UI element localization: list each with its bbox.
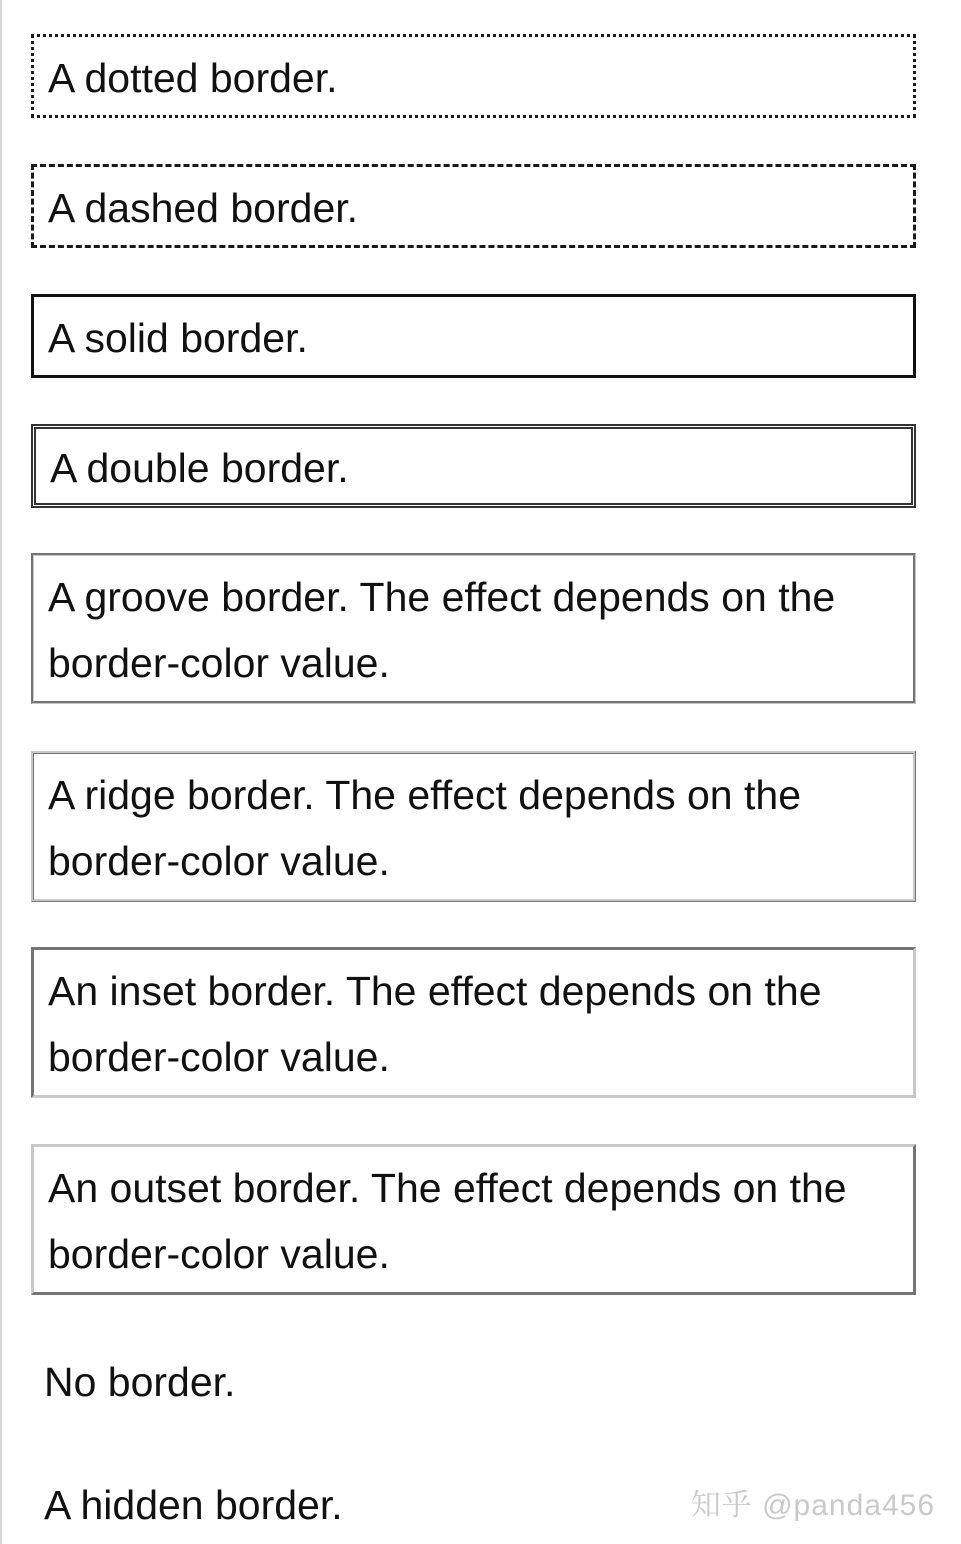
- outset-border-example: [31, 1144, 916, 1295]
- groove-border-example: [31, 553, 916, 704]
- ridge-border-example: [31, 751, 916, 902]
- double-border-example: [31, 424, 916, 508]
- groove-border-text: A groove border. The effect depends on the border-color value.: [48, 574, 836, 686]
- dotted-border-text: A dotted border.: [48, 55, 338, 101]
- dashed-border-example: [31, 164, 916, 248]
- dashed-border-text: A dashed border.: [48, 185, 359, 231]
- page-left-edge: [0, 0, 2, 1544]
- no-border-example: No border.: [44, 1359, 236, 1405]
- dotted-border-example: [31, 34, 916, 118]
- hidden-border-example: A hidden border.: [44, 1482, 343, 1528]
- outset-border-text: An outset border. The effect depends on the border-color value.: [48, 1165, 847, 1277]
- solid-border-example: [31, 294, 916, 378]
- inset-border-example: [31, 947, 916, 1098]
- inset-border-text: An inset border. The effect depends on the border-color value.: [48, 968, 822, 1080]
- double-border-text: A double border.: [50, 445, 349, 491]
- zhihu-watermark: 知乎 @panda456: [690, 1489, 935, 1522]
- solid-border-text: A solid border.: [48, 315, 308, 361]
- ridge-border-text: A ridge border. The effect depends on the border-color value.: [48, 772, 801, 884]
